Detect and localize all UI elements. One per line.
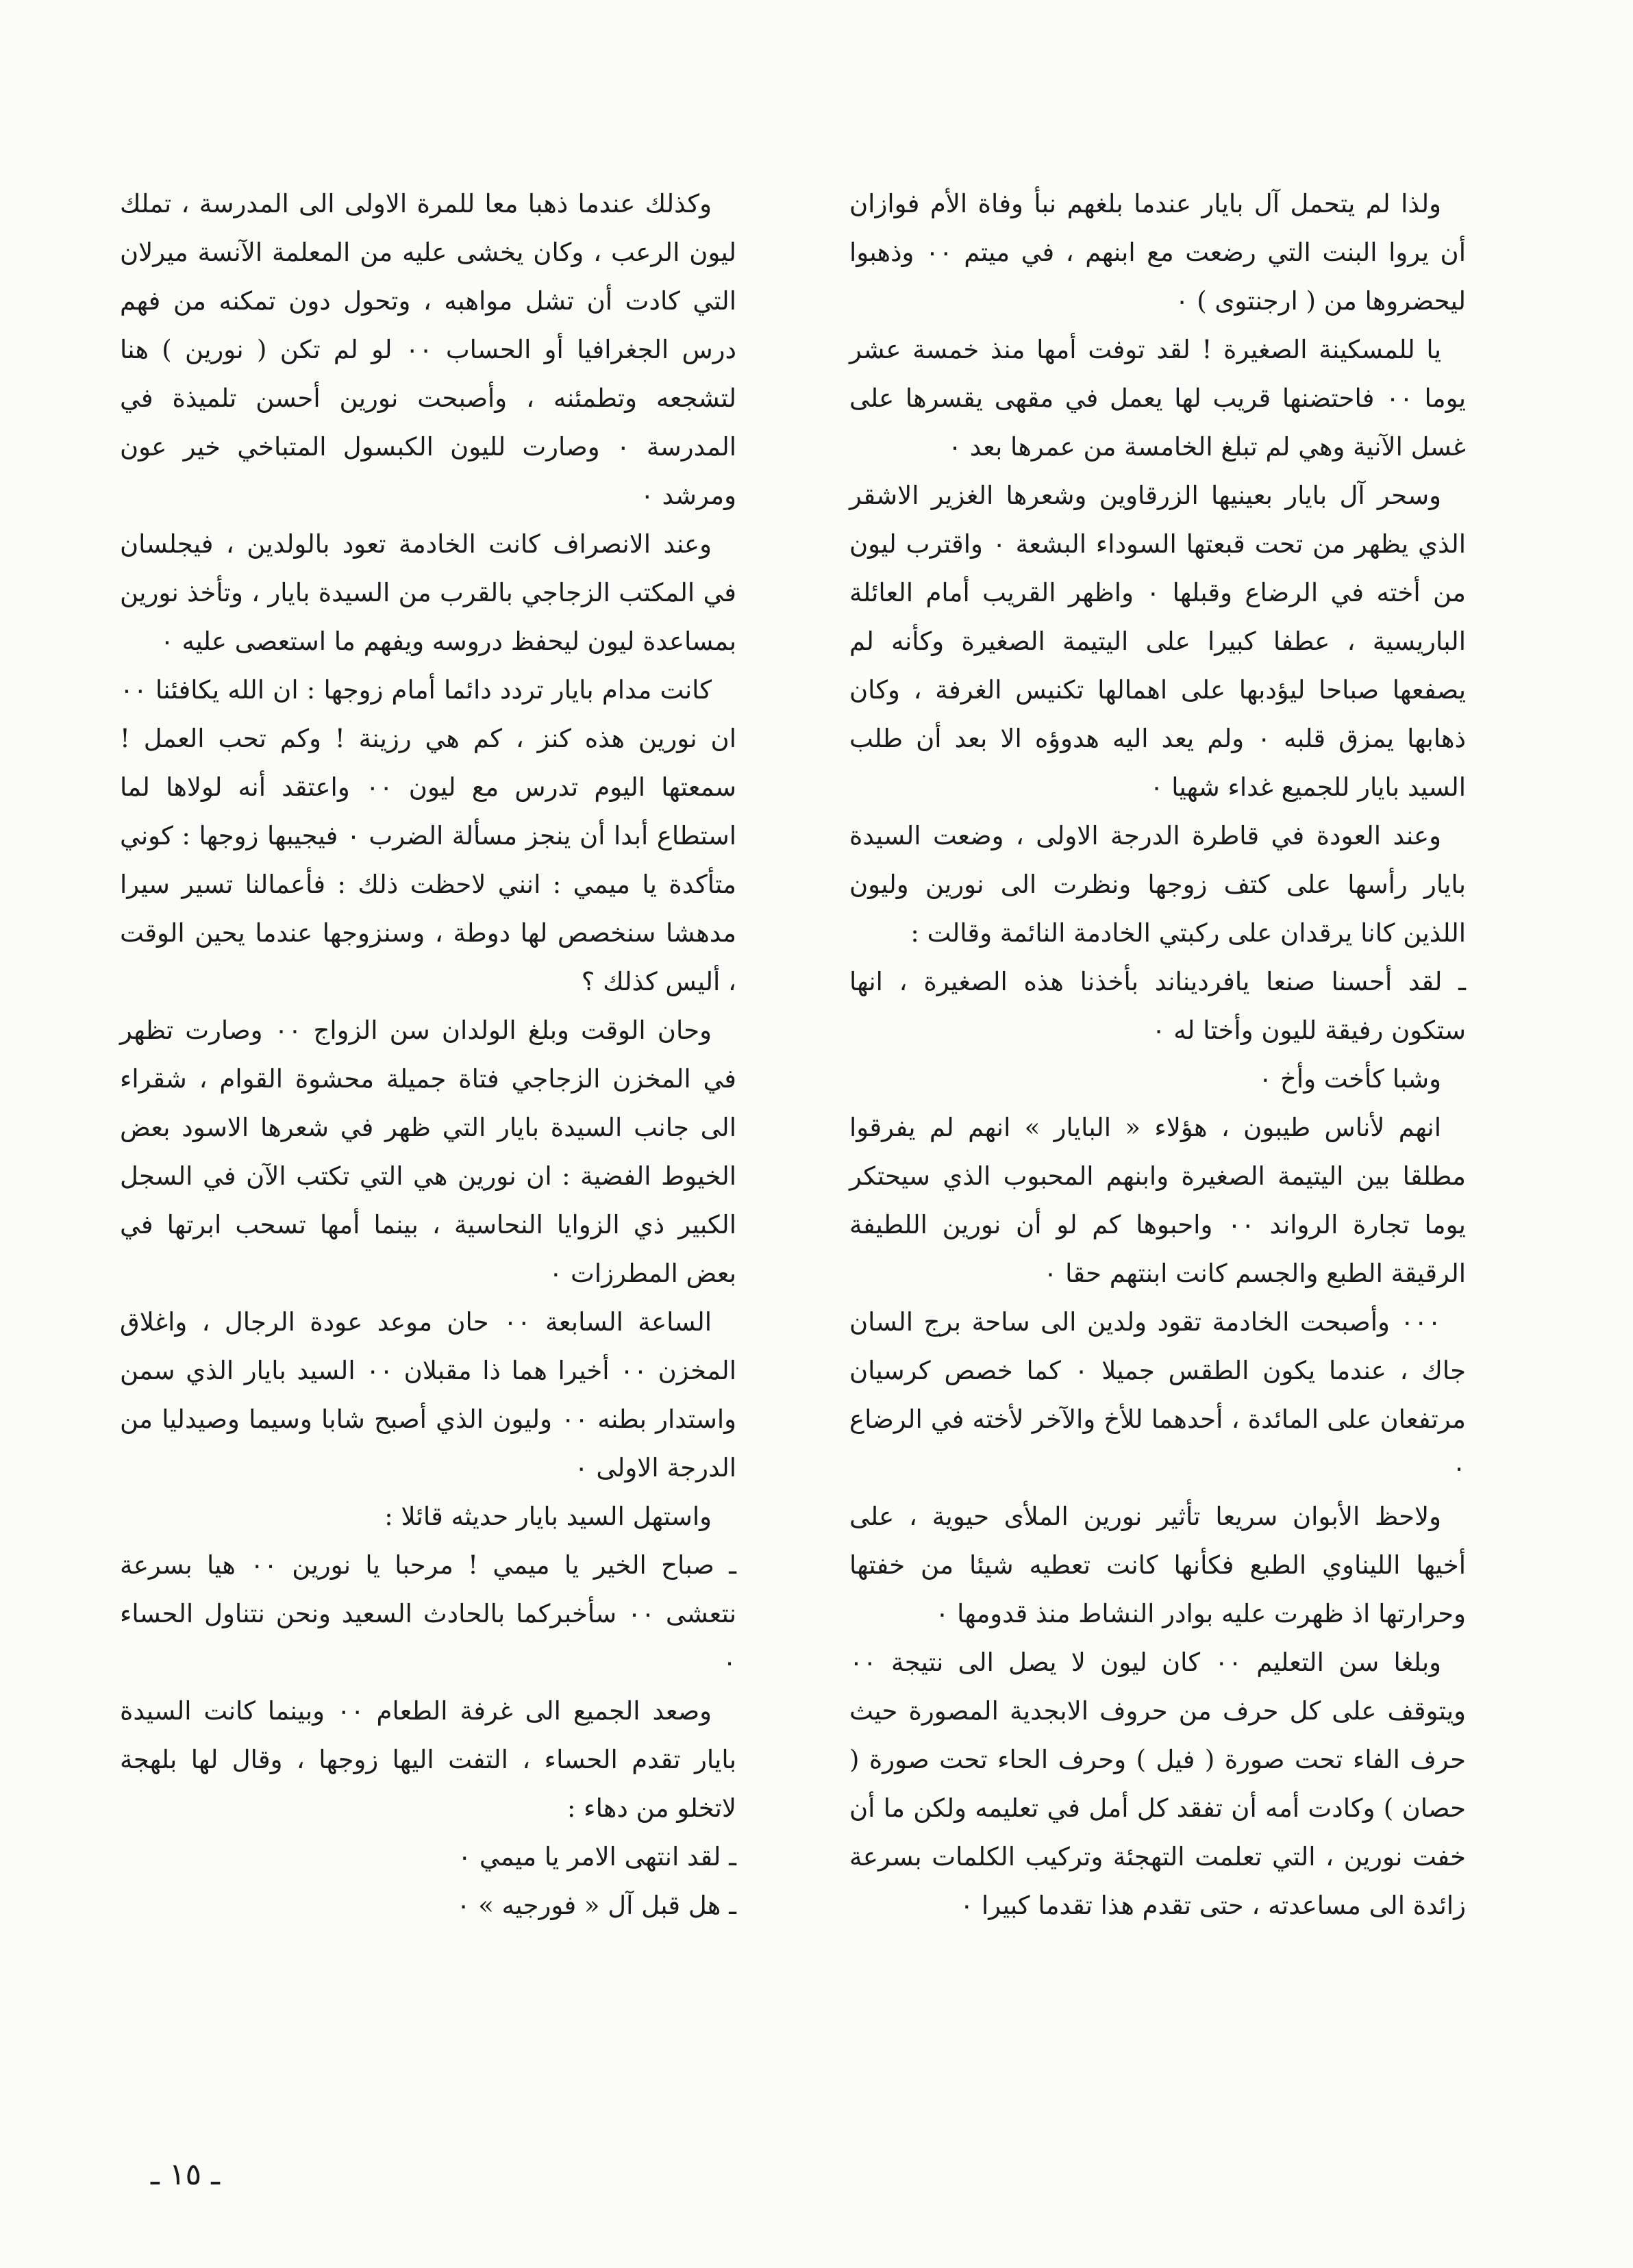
paragraph: انهم لأناس طيبون ، هؤلاء « البايار » انهم لم يفرقوا مطلقا بين اليتيمة الصغيرة وابنهم المحبوب الذي سيحتكر يوما تجارة الرواند ٠٠ واحبوها كم لو أن نورين اللطيفة الرقيقة الطبع والجسم كانت ابنتهم حقا ٠ [849,1113,1466,1288]
paragraph: وصعد الجميع الى غرفة الطعام ٠٠ وبينما كانت السيدة بايار تقدم الحساء ، التفت اليها زوجها ، وقال لها بلهجة لاتخلو من دهاء : [120,1696,736,1823]
paragraph: الساعة السابعة ٠٠ حان موعد عودة الرجال ، واغلاق المخزن ٠٠ أخيرا هما ذا مقبلان ٠٠ السيد بايار الذي سمن واستدار بطنه ٠٠ وليون الذي أصبح شابا وسيما وصيدليا من الدرجة الاولى ٠ [120,1307,737,1483]
paragraph: وسحر آل بايار بعينيها الزرقاوين وشعرها الغزير الاشقر الذي يظهر من تحت قبعتها السوداء البشعة ٠ واقترب ليون من أخته في الرضاع وقبلها ٠ واظهر القريب أمام العائلة الباريسية ، عطفا كبيرا على اليتيمة الصغيرة وكأنه لم يصفعها صباحا ليؤدبها على اهمالها تكنيس الغرفة ، وكان ذهابها يمزق قلبه ٠ ولم يعد اليه هدوؤه الا بعد أن طلب السيد بايار للجميع غداء شهيا ٠ [849,481,1467,802]
paragraph: وعند الانصراف كانت الخادمة تعود بالولدين ، فيجلسان في المكتب الزجاجي بالقرب من السيدة بايار ، وتأخذ نورين بمساعدة ليون ليحفظ دروسه ويفهم ما استعصى عليه ٠ [120,529,736,656]
paragraph: وحان الوقت وبلغ الولدان سن الزواج ٠٠ وصارت تظهر في المخزن الزجاجي فتاة جميلة محشوة القوام ، شقراء الى جانب السيدة بايار التي ظهر في شعرها الاسود بعض الخيوط الفضية : ان نورين هي التي تكتب الآن في السجل الكبير ذي الزوايا النحاسية ، بينما أمها تسحب ابرتها في بعض المطرزات ٠ [120,1016,736,1288]
paragraph: وكذلك عندما ذهبا معا للمرة الاولى الى المدرسة ، تملك ليون الرعب ، وكان يخشى عليه من المعلمة الآنسة ميرلان التي كادت أن تشل مواهبه ، وتحول دون تمكنه من فهم درس الجغرافيا أو الحساب ٠٠ لو لم تكن ( نورين ) هنا لتشجعه وتطمئنه ، وأصبحت نورين أحسن تلميذة في المدرسة ٠ وصارت لليون الكبسول المتباخي خير عون ومرشد ٠ [120,189,737,510]
dialogue-line: ـ هل قبل آل « فورجيه » ٠ [456,1891,736,1920]
page-number: ـ ١٥ ـ [151,2157,221,2192]
paragraph: ولاحظ الأبوان سريعا تأثير نورين الملأى حيوية ، على أخيها الليناوي الطبع فكأنها كانت تعطيه شيئا من خفتها وحرارتها اذ ظهرت عليه بوادر النشاط منذ قدومها ٠ [849,1502,1466,1628]
right-column [849,179,1466,1930]
paragraph: واستهل السيد بايار حديثه قائلا : [384,1502,712,1531]
dialogue-line: ـ لقد أحسنا صنعا يافرديناند بأخذنا هذه الصغيرة ، انها ستكون رفيقة لليون وأختا له ٠ [849,967,1466,1045]
paragraph: كانت مدام بايار تردد دائما أمام زوجها : ان الله يكافئنا ٠٠ ان نورين هذه كنز ، كم هي رزينة ! وكم تحب العمل ! سمعتها اليوم تدرس مع ليون ٠٠ واعتقد أنه لولاها لما استطاع أبدا أن ينجز مسألة الضرب ٠ فيجيبها زوجها : كوني متأكدة يا ميمي : انني لاحظت ذلك : فأعمالنا تسير سيرا مدهشا سنخصص لها دوطة ، وسنزوجها عندما يحين الوقت ، أليس كذلك ؟ [120,675,736,996]
paragraph: ٠٠٠ وأصبحت الخادمة تقود ولدين الى ساحة برج السان جاك ، عندما يكون الطقس جميلا ٠ كما خصص كرسيان مرتفعان على المائدة ، أحدهما للأخ والآخر لأخته في الرضاع ٠ [849,1307,1466,1483]
paragraph: وبلغا سن التعليم ٠٠ كان ليون لا يصل الى نتيجة ٠٠ ويتوقف على كل حرف من حروف الابجدية المصورة حيث حرف الفاء تحت صورة ( فيل ) وحرف الحاء تحت صورة ( حصان ) وكادت أمه أن تفقد كل أمل في تعليمه ولكن ما أن خفت نورين ، التي تعلمت التهجئة وتركيب الكلمات بسرعة زائدة الى مساعدته ، حتى تقدم هذا تقدما كبيرا ٠ [849,1648,1466,1920]
paragraph: وعند العودة في قاطرة الدرجة الاولى ، وضعت السيدة بايار رأسها على كتف زوجها ونظرت الى نورين وليون اللذين كانا يرقدان على ركبتي الخادمة النائمة وقالت : [849,821,1466,948]
paragraph: ولذا لم يتحمل آل بايار عندما بلغهم نبأ وفاة الأم فوازان أن يروا البنت التي رضعت مع ابنهم ، في ميتم ٠٠ وذهبوا ليحضروها من ( ارجنتوى ) ٠ [849,189,1466,316]
paragraph: وشبا كأخت وأخ ٠ [1258,1064,1441,1094]
dialogue-line: ـ لقد انتهى الامر يا ميمي ٠ [458,1842,736,1872]
left-column [120,179,736,1930]
paragraph: يا للمسكينة الصغيرة ! لقد توفت أمها منذ خمسة عشر يوما ٠٠ فاحتضنها قريب لها يعمل في مقهى يقسرها على غسل الآنية وهي لم تبلغ الخامسة من عمرها بعد ٠ [849,335,1467,462]
dialogue-line: ـ صباح الخير يا ميمي ! مرحبا يا نورين ٠٠ هيا بسرعة نتعشى ٠٠ سأخبركما بالحادث السعيد ونحن نتناول الحساء ٠ [120,1550,736,1677]
